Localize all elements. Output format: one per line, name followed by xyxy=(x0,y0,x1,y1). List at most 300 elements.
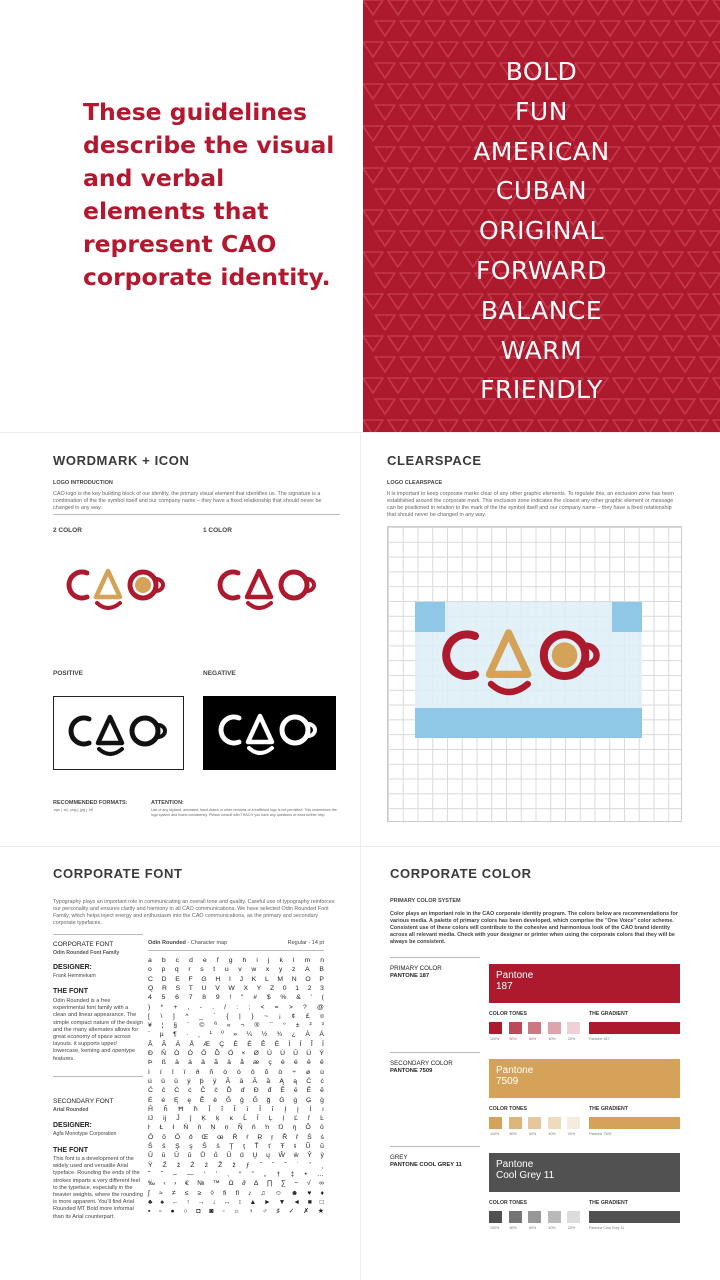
glyph: … xyxy=(317,1170,324,1178)
glyph: ĭ xyxy=(271,1105,274,1113)
glyph: ! xyxy=(229,994,232,1002)
glyph: ģ xyxy=(320,1096,324,1104)
charmap-header xyxy=(148,940,324,946)
charmap-row xyxy=(148,1068,324,1077)
glyph: Ŋ xyxy=(278,1124,284,1132)
glyph: Â xyxy=(148,1040,153,1048)
glyph: ň xyxy=(251,1124,256,1132)
glyph: ¼ xyxy=(246,1031,253,1039)
tone-swatch xyxy=(509,1022,522,1034)
glyph: U xyxy=(201,984,207,992)
glyph: Ã xyxy=(161,1040,167,1048)
glyph: ✗ xyxy=(303,1208,309,1216)
glyph: ▼ xyxy=(278,1198,286,1206)
rule xyxy=(53,1076,143,1077)
glyph: ð xyxy=(195,1068,200,1076)
glyph: Ť xyxy=(254,1143,259,1150)
glyph: Ħ xyxy=(178,1105,184,1113)
glyph: 9 xyxy=(215,994,220,1002)
charmap-row xyxy=(148,1105,324,1114)
glyph: ō xyxy=(320,1124,324,1132)
glyph: ¬ xyxy=(240,1022,245,1030)
glyph: c xyxy=(175,957,180,964)
glyph: . xyxy=(212,1003,214,1011)
glyph: Ň xyxy=(237,1124,243,1132)
charmap-row xyxy=(148,956,324,965)
clearspace-subtitle: LOGO CLEARSPACE xyxy=(387,480,443,486)
glyph: ◄ xyxy=(293,1198,300,1206)
glyph: ♫ xyxy=(260,1189,266,1197)
gradient-bar xyxy=(589,1022,680,1034)
glyph: ă xyxy=(266,1077,271,1085)
glyph: Û xyxy=(293,1050,299,1057)
glyph: F xyxy=(188,975,193,983)
glyph: 5 xyxy=(161,994,166,1002)
glyph: L xyxy=(264,975,269,983)
glyph: Ń xyxy=(183,1124,189,1132)
glyph: ć xyxy=(320,1077,324,1085)
glyph: l xyxy=(292,957,295,964)
glyph: § xyxy=(173,1022,178,1030)
glyph: £ xyxy=(305,1012,310,1020)
glyph: ˘ xyxy=(284,1161,287,1169)
charmap-row xyxy=(148,1040,324,1049)
glyph: Ò xyxy=(174,1050,180,1057)
glyph: Ä xyxy=(175,1040,181,1048)
glyph: Č xyxy=(200,1087,206,1095)
glyph: Î xyxy=(310,1040,313,1048)
glyph: · xyxy=(186,1031,189,1039)
glyph: ☺ xyxy=(274,1189,282,1197)
glyph: Ų xyxy=(252,1152,258,1160)
glyph: ľ xyxy=(308,1115,310,1123)
color-swatch xyxy=(489,1059,680,1098)
tone-swatch xyxy=(509,1211,522,1223)
glyph: õ xyxy=(264,1068,269,1076)
glyph: ™ xyxy=(213,1180,220,1188)
glyph: ĉ xyxy=(161,1087,166,1095)
glyph: ż xyxy=(204,1161,209,1169)
glyph: Ô xyxy=(201,1050,207,1057)
glyph: , xyxy=(187,1003,190,1011)
swatch-label: Pantone xyxy=(496,1065,534,1076)
charmap-row xyxy=(148,1049,324,1058)
glyph: ‚ xyxy=(227,1170,229,1178)
glyph: ▫ xyxy=(159,1208,162,1216)
glyph: ﬂ xyxy=(235,1189,239,1197)
glyph: ● xyxy=(170,1208,175,1216)
font-title: CORPORATE FONT xyxy=(53,866,183,881)
color-name: PRIMARY COLOR xyxy=(390,965,442,972)
glyph: ∑ xyxy=(280,1180,286,1188)
glyph: Ć xyxy=(306,1077,312,1085)
glyph: ź xyxy=(176,1161,181,1169)
glyph: ī xyxy=(246,1105,249,1113)
glyph: è xyxy=(281,1059,285,1067)
glyph: Ż xyxy=(190,1161,195,1169)
glyph: Į xyxy=(284,1105,287,1113)
charmap-row xyxy=(148,1077,324,1086)
glyph: ¿ xyxy=(291,1031,296,1039)
glyph: ŋ xyxy=(292,1124,297,1132)
glyph: ũ xyxy=(320,1143,324,1150)
glyph: T xyxy=(188,984,193,992)
glyph: ő xyxy=(188,1133,193,1141)
charmap-style: Regular - 14 pt xyxy=(287,940,324,946)
charmap-row xyxy=(148,975,324,984)
rule xyxy=(148,950,324,951)
glyph: ® xyxy=(254,1022,260,1030)
rule xyxy=(390,1052,480,1053)
glyph: Ğ xyxy=(252,1096,258,1104)
gradient-label: THE GRADIENT xyxy=(589,1106,628,1112)
glyph: ˙ xyxy=(296,1161,300,1169)
glyph: ☼ xyxy=(233,1208,240,1216)
glyph: Ő xyxy=(174,1133,181,1141)
glyph: ê xyxy=(307,1059,311,1067)
color-swatch xyxy=(489,964,680,1003)
glyph: Ī xyxy=(233,1105,236,1113)
glyph: û xyxy=(161,1077,165,1085)
charmap-row xyxy=(148,1151,324,1160)
glyph: Ş xyxy=(175,1143,180,1150)
glyph: p xyxy=(161,966,166,974)
glyph: ³ xyxy=(321,1022,324,1030)
glyph: № xyxy=(197,1180,205,1188)
glyph: ƒ xyxy=(245,1161,250,1169)
glyph: Ñ xyxy=(161,1050,166,1057)
glyph: Ķ xyxy=(201,1115,206,1123)
glyph: É xyxy=(247,1040,252,1048)
glyph: • xyxy=(304,1170,307,1178)
tone-percent: 40% xyxy=(548,1037,556,1041)
charmap-row xyxy=(148,1086,324,1095)
glyph: g xyxy=(228,957,233,964)
glyph: Ÿ xyxy=(148,1161,153,1169)
glyph: ¨ xyxy=(187,1022,190,1030)
glyph: R xyxy=(161,984,167,992)
glyph: n xyxy=(320,957,324,964)
glyph: Z xyxy=(269,984,275,992)
glyph: K xyxy=(251,975,257,983)
glyph: Í xyxy=(299,1040,302,1048)
glyph: ı xyxy=(322,1105,324,1113)
glyph: Q xyxy=(148,984,154,992)
glyph: ¢ xyxy=(291,1012,296,1020)
glyph: Ţ xyxy=(229,1143,234,1150)
gradient-caption: Pantone Cool Grey 11 xyxy=(589,1226,625,1230)
glyph: Ŭ xyxy=(174,1152,180,1160)
glyph: ù xyxy=(320,1068,324,1076)
glyph: ‘ xyxy=(203,1170,206,1178)
charmap-row xyxy=(148,1021,324,1030)
glyph: ĵ xyxy=(189,1115,192,1123)
glyph: ‹ xyxy=(163,1180,166,1188)
glyph: ÷ xyxy=(292,1068,296,1076)
brand-value: AMERICAN xyxy=(473,136,610,166)
tones-label: COLOR TONES xyxy=(489,1200,527,1206)
glyph: □ xyxy=(319,1198,324,1206)
glyph: Ĥ xyxy=(148,1105,153,1113)
glyph: [ xyxy=(148,1012,150,1020)
the-font-body: Odin Rounded is a free experimental font family with a clean and linear appearance. The simple compact nature of the design and the many alternates allows for great economy of space across layouts. it supports upper/ lowercase, kerning and opentype features. xyxy=(53,998,143,1062)
tone-percent: 40% xyxy=(548,1132,556,1136)
glyph: ů xyxy=(213,1152,218,1160)
glyph: ♀ xyxy=(248,1208,254,1216)
glyph: ĳ xyxy=(163,1115,167,1123)
glyph: Ý xyxy=(319,1050,324,1057)
glyph: é xyxy=(294,1059,298,1067)
rule xyxy=(390,1146,480,1147)
gradient-caption: Pantone 187 xyxy=(589,1037,610,1041)
glyph: Ð xyxy=(148,1050,153,1057)
clearspace-body: It is important to keep corporate marks clear of any other graphic elements. To regulate this, an exclusion zone has been established around the corporate mark. This exclusion zone indicates the closest any other graphic element or message can be positioned in relation to the mark of the the symbol itself and our company name – they have a fixed relationship that should never be changed in any way. xyxy=(387,491,674,518)
glyph: Ċ xyxy=(174,1087,180,1095)
brand-value: WARM xyxy=(500,335,583,365)
charmap-row xyxy=(148,1133,324,1142)
glyph: ĝ xyxy=(239,1096,244,1104)
tone-swatch xyxy=(489,1117,502,1129)
glyph: u xyxy=(224,966,229,974)
glyph: Ĉ xyxy=(148,1087,153,1095)
glyph: k xyxy=(279,957,283,964)
glyph: I xyxy=(228,975,231,983)
glyph: µ xyxy=(159,1031,164,1039)
glyph: Ŝ xyxy=(148,1143,153,1150)
glyph: ŗ xyxy=(271,1133,274,1141)
glyph: ○ xyxy=(183,1208,188,1216)
glyph: ◘ xyxy=(196,1208,201,1216)
glyph: ś xyxy=(320,1133,324,1141)
glyph: þ xyxy=(199,1077,204,1085)
brand-value: CUBAN xyxy=(495,176,588,206)
designer2-label: DESIGNER: xyxy=(53,1122,92,1129)
glyph: Ω xyxy=(228,1180,234,1188)
glyph: Ļ xyxy=(268,1115,273,1123)
tone-swatch xyxy=(548,1117,561,1129)
logo-1color xyxy=(213,563,325,613)
charmap-title: Odin Rounded xyxy=(148,940,186,946)
glyph: ě xyxy=(213,1096,218,1104)
glyph: À xyxy=(305,1031,310,1039)
glyph: + xyxy=(173,1003,178,1011)
glyph: ű xyxy=(239,1152,244,1160)
secondary-font-label: SECONDARY FONT xyxy=(53,1098,114,1105)
color-code: PANTONE 187 xyxy=(390,973,430,979)
glyph: j xyxy=(267,957,270,964)
glyph: % xyxy=(280,994,287,1002)
glyph: & xyxy=(296,994,301,1002)
glyph: ā xyxy=(239,1077,244,1085)
glyph: ē xyxy=(293,1087,298,1095)
glyph: P xyxy=(319,975,324,983)
glyph: ü xyxy=(174,1077,178,1085)
glyph: q xyxy=(174,966,179,974)
glyph: h xyxy=(242,957,247,964)
glyph: ≈ xyxy=(159,1189,163,1197)
glyph: ♥ xyxy=(307,1189,312,1197)
glyph: º xyxy=(221,1031,224,1039)
glyph: å xyxy=(240,1059,244,1067)
designer-name: Frank Hemmekam xyxy=(53,973,96,979)
glyph: İ xyxy=(309,1105,312,1113)
glyph: d xyxy=(189,957,193,964)
color-code: PANTONE COOL GREY 11 xyxy=(390,1162,462,1168)
wordmark-title: WORDMARK + ICON xyxy=(53,453,190,468)
tone-swatch xyxy=(489,1022,502,1034)
charmap-row xyxy=(148,1096,324,1105)
glyph: ã xyxy=(214,1059,218,1067)
color-name: SECONDARY COLOR xyxy=(390,1060,453,1067)
glyph: ↑ xyxy=(186,1198,190,1206)
swatch-value: 7509 xyxy=(496,1076,519,1087)
swatch-label: Pantone xyxy=(496,1159,534,1170)
glyph: ß xyxy=(161,1059,166,1067)
tone-swatch xyxy=(567,1022,580,1034)
glyph: ŵ xyxy=(293,1152,299,1160)
glyph: ∫ xyxy=(148,1189,150,1197)
glyph: ŭ xyxy=(187,1152,192,1160)
label-negative: NEGATIVE xyxy=(203,670,236,677)
glyph: ° xyxy=(283,1022,286,1030)
gradient-label: THE GRADIENT xyxy=(589,1011,628,1017)
glyph: Đ xyxy=(253,1087,259,1095)
tone-swatch xyxy=(528,1117,541,1129)
glyph: _ xyxy=(199,1012,203,1020)
glyph: N xyxy=(291,975,297,983)
glyph: ú xyxy=(148,1077,152,1085)
glyph: Å xyxy=(189,1040,194,1048)
glyph: ò xyxy=(223,1068,227,1076)
glyph: - xyxy=(199,1003,202,1011)
glyph: ☻ xyxy=(291,1189,299,1197)
glyph: Ď xyxy=(226,1087,232,1095)
glyph: ◊ xyxy=(210,1189,214,1197)
glyph: ≠ xyxy=(171,1189,176,1197)
glyph: Œ xyxy=(201,1133,209,1141)
charmap-row xyxy=(148,1003,324,1012)
tone-percent: 80% xyxy=(509,1037,517,1041)
glyph: ∆ xyxy=(254,1180,259,1188)
glyph: ♠ xyxy=(160,1198,164,1206)
glyph: ħ xyxy=(193,1105,198,1113)
divider xyxy=(360,432,361,846)
charmap-row xyxy=(148,965,324,974)
glyph: ¤ xyxy=(320,1012,324,1020)
logo-negative-box xyxy=(203,696,336,770)
glyph: Ĺ xyxy=(243,1115,247,1123)
glyph: ŏ xyxy=(162,1133,166,1141)
glyph: ‡ xyxy=(290,1170,295,1178)
glyph: Ź xyxy=(162,1161,167,1169)
glyph: ė xyxy=(161,1096,166,1104)
glyph: Ú xyxy=(280,1050,286,1057)
tone-percent: 80% xyxy=(509,1132,517,1136)
charmap-row xyxy=(148,1030,324,1039)
glyph: ² xyxy=(309,1022,312,1030)
glyph: ) xyxy=(148,1003,151,1011)
glyph: ∞ xyxy=(319,1180,324,1188)
glyph: â xyxy=(201,1059,205,1067)
tone-percent: 20% xyxy=(568,1132,576,1136)
glyph: Ģ xyxy=(305,1096,312,1104)
brand-values-list xyxy=(363,52,720,410)
color-body: Color plays an important role in the CAO corporate identity program. The colors below are recommendations for various media. A palette of primary colors has been developed, which comprise the "One Voice" color scheme. Consistent use of these colors will contribute to the cohesive and harmonious look of the CAO brand identity across all relevant media. Check with your designer or printer when using the corporate colors that they will be always be consistent. xyxy=(390,911,678,945)
brand-value: FRIENDLY xyxy=(480,375,603,405)
logo-negative xyxy=(214,708,326,758)
glyph: ŕ xyxy=(246,1133,249,1141)
tone-percent: 80% xyxy=(509,1226,517,1230)
tone-percent: 100% xyxy=(490,1226,500,1230)
glyph: Ű xyxy=(226,1152,232,1160)
glyph: ţ xyxy=(243,1143,245,1150)
wordmark-subtitle: LOGO INTRODUCTION xyxy=(53,480,113,486)
glyph: ; xyxy=(248,1003,251,1011)
glyph: Ĵ xyxy=(176,1115,180,1123)
glyph: ■ xyxy=(307,1198,312,1206)
glyph: < xyxy=(260,1003,265,1011)
glyph: ► xyxy=(264,1198,271,1206)
glyph: Æ xyxy=(203,1040,210,1048)
glyph: Ř xyxy=(282,1133,288,1141)
glyph: ¥ xyxy=(148,1022,152,1030)
glyph: Ŗ xyxy=(257,1133,263,1141)
brand-value: BOLD xyxy=(505,57,578,86)
glyph: ą xyxy=(293,1077,298,1085)
glyph: Ě xyxy=(199,1096,205,1104)
glyph: È xyxy=(233,1040,238,1048)
glyph: í xyxy=(159,1068,162,1076)
glyph: 8 xyxy=(202,994,207,1002)
glyph: b xyxy=(161,957,166,964)
tone-percent: 100% xyxy=(490,1037,500,1041)
glyph: ∏ xyxy=(266,1180,273,1188)
clearspace-grid xyxy=(387,526,682,822)
glyph: Ì xyxy=(288,1040,291,1048)
glyph: ë xyxy=(320,1059,324,1067)
rule xyxy=(390,957,480,958)
glyph: › xyxy=(174,1180,177,1188)
glyph: ĩ xyxy=(221,1105,224,1113)
glyph: ˚ xyxy=(309,1161,312,1169)
designer-label: DESIGNER: xyxy=(53,964,92,971)
glyph: ˇ xyxy=(272,1161,275,1169)
tone-percent: 100% xyxy=(490,1132,500,1136)
charmap-row xyxy=(148,993,324,1002)
glyph: ↓ xyxy=(212,1198,216,1206)
tone-percent: 60% xyxy=(529,1037,537,1041)
glyph: Õ xyxy=(214,1050,220,1057)
glyph: S xyxy=(175,984,181,992)
brand-value: FORWARD xyxy=(476,255,607,285)
glyph: ´ xyxy=(148,1031,151,1039)
glyph: 1 xyxy=(295,984,300,992)
glyph: 0 xyxy=(282,984,287,992)
glyph: x xyxy=(265,966,270,974)
glyph: o xyxy=(148,966,152,974)
glyph: m xyxy=(304,957,311,964)
glyph: J xyxy=(239,975,243,983)
glyph: Þ xyxy=(148,1059,153,1067)
glyph: G xyxy=(201,975,207,983)
glyph: W xyxy=(228,984,235,992)
glyph: ≥ xyxy=(197,1189,202,1197)
glyph: ½ xyxy=(261,1031,268,1039)
glyph: ä xyxy=(227,1059,231,1067)
glyph: ♂ xyxy=(262,1208,268,1216)
swatch-value: Cool Grey 11 xyxy=(496,1170,555,1181)
glyph: M xyxy=(277,975,284,983)
